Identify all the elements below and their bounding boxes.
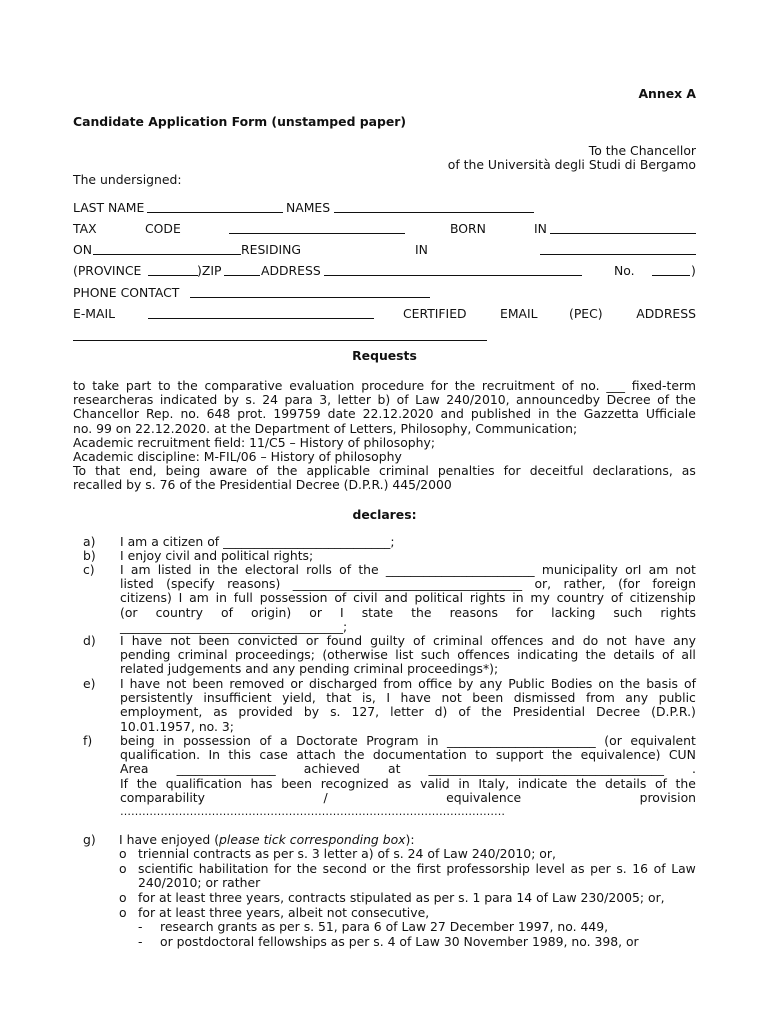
tax-label: TAX [73,221,97,236]
item-label: c) [83,562,95,577]
item-label: e) [83,676,96,691]
addressee-line-1: To the Chancellor [588,143,696,158]
number-field[interactable] [652,275,690,276]
email-pec-label: EMAIL [500,306,538,321]
last-name-label: LAST NAME [73,200,145,215]
item-label: f) [83,733,93,748]
declares-heading: declares: [352,507,417,522]
item-line: I am a citizen of ___________________________; [120,534,395,549]
province-field[interactable] [148,275,198,276]
item-line: I enjoy civil and political rights; [120,548,314,563]
item-g-intro: I have enjoyed (please tick corresponding box): [119,832,415,847]
item-line: citizens) I am in full possession of civil and political rights in my country of citizenship [120,590,696,606]
requests-line: recalled by s. 76 of the Presidential Decree (D.P.R.) 445/2000 [73,477,452,493]
bullet-marker: o [119,861,127,876]
close-paren: ) [691,263,696,278]
birth-date-field[interactable] [93,254,241,255]
zip-label: )ZIP [197,263,222,278]
names-label: NAMES [286,200,331,215]
addressee-line-2: of the Università degli Studi di Bergamo [447,157,696,172]
last-name-field[interactable] [147,212,283,213]
residing-label: RESIDING [241,242,302,257]
item-line: (or country of origin) or I state the reasons for lacking such rights [120,604,696,620]
number-label: No. [614,263,635,278]
email-label: E-MAIL [73,306,116,321]
names-field[interactable] [334,212,534,213]
phone-label: PHONE CONTACT [73,285,180,300]
bullet-marker: o [119,890,127,905]
email-field[interactable] [148,318,374,319]
item-line: I am listed in the electoral rolls of the ________________________ municipality orI am not [120,562,696,577]
province-label: (PROVINCE [73,263,142,278]
bullet-marker: o [119,846,127,861]
item-line: being in possession of a Doctorate Program in ________________________ (or equivalent [120,733,696,748]
item-line: I have not been removed or discharged from office by any Public Bodies on the basis of [120,676,696,691]
zip-field[interactable] [224,275,260,276]
requests-line: to take part to the comparative evaluation procedure for the recruitment of no. ___ fixed-term [73,378,696,393]
requests-body [73,379,696,493]
pec-address-field[interactable] [73,340,487,341]
requests-line: Academic discipline: M-FIL/06 – History of philosophy [73,449,402,465]
document-page: Annex A Candidate Application Form (unstamped paper) To the Chancellor of the Università degli Studi di Bergamo The undersigned: LAST NAME NAMES TAX CODE BORN IN ON RESIDING IN (PROVINCE )ZIP ADDRESS No. ) PHONE CONTACT E-MAIL CERTIFIED EMAIL (PEC) ADDRESS Requests to take part to the comparative evaluation procedure for the recruitment of no. ___ fixed-term researcheras indicated by s. 24 para 3, letter b) of Law 240/2010, announcedby Decree of the Chancellor Rep. no. 648 prot. 199759 date 22.12.2020 and published in the Gazzetta Ufficiale no. 99 on 22.12.2020. at the Department of Letters, Philosophy, Communication; Academic recruitment field: 11/C5 – History of philosophy; Academic discipline: M-FIL/06 – History of philosophy To that end, being aware of the applicable criminal penalties for deceitful declarations, as recalled by s. 76 of the Presidential Decree (D.P.R.) 445/2000 declares: a) I am a citizen of ___________________________; b) I enjoy civil and political rights; c) I am listed in the electoral rolls of the ________________________ municipality orI am not listed (specify reasons) _____________________________________ or, rather, (for foreign citizens) I am in full possession of civil and political rights in my country of citizenship (or country of origin) or I state the reasons for lacking such rights ____________________________________; d) I have not been convicted or found guilty of criminal offences and do not have any pending criminal proceedings; (otherwise list such offences indicating the details of all related judgements and any pending criminal proceedings*); e) I have not been removed or discharged from office by any Public Bodies on the basis of persistently insufficient yield, that is, I have not been dismissed from any public employment, as provided by s. 127, letter d) of the Presidential Decree (D.P.R.) 10.01.1957, no. 3; f) being in possession of a Doctorate Program in ________________________ (or equivalent qualification. In this case attach the documentation to support the equivalence) CUN Area ________________ achieved at ______________________________________ . If the qualification has been recognized as valid in Italy, indicate the details of the comparability / equivalence provision …………………………………………………………………………………………… g) I have enjoyed (please tick corresponding box): o triennial contracts as per s. 3 letter a) of s. 24 of Law 240/2010; or, o scientific habilitation for the second or the first professorship level as per s. 16 of Law 240/2010; or rather o for at least three years, contracts stipulated as per s. 1 para 14 of Law 230/2005; or, o for at least three years, albeit not consecutive, - research grants as per s. 51, para 6 of Law 27 December 1997, no. 449, - or postdoctoral fellowships as per s. 4 of Law 30 November 1989, no. 398, or [73,86,696,949]
phone-field[interactable] [190,297,430,298]
item-label: d) [83,633,96,648]
on-label: ON [73,242,93,257]
item-line: qualification. In this case attach the documentation to support the equivalence) CUN [120,747,696,763]
item-line: ____________________________________; [120,618,348,634]
item-label: b) [83,548,96,563]
item-line: employment, as provided by s. 127, letter d) of the Presidential Decree (D.P.R.) [120,704,696,720]
address-label: ADDRESS [261,263,321,278]
birthplace-field[interactable] [550,233,696,234]
residence-field[interactable] [540,254,696,255]
item-line: comparability / equivalence provision [120,789,696,805]
requests-line: To that end, being aware of the applicable criminal penalties for deceitful declarations, as [73,463,696,479]
born-label: BORN [450,221,486,236]
pec-label: (PEC) [569,306,603,321]
undersigned-label: The undersigned: [73,172,182,187]
born-in-label: IN [534,221,547,236]
item-line: …………………………………………………………………………………………… [120,805,505,819]
item-line: related judgements and any pending criminal proceedings*); [120,661,499,677]
item-line: persistently insufficient yield, that is, I have not been dismissed from any public [120,690,696,706]
requests-line: no. 99 on 22.12.2020. at the Department of Letters, Philosophy, Communication; [73,420,578,436]
form-title: Candidate Application Form (unstamped paper) [73,114,407,129]
item-line: 10.01.1957, no. 3; [120,718,234,734]
item-label: a) [83,534,96,549]
requests-line: Academic recruitment field: 11/C5 – History of philosophy; [73,434,436,450]
requests-line: researcheras indicated by s. 24 para 3, letter b) of Law 240/2010, announcedby Decree of the [73,392,696,408]
item-line: I have not been convicted or found guilty of criminal offences and do not have any [120,633,696,648]
bullet-marker: o [119,905,127,920]
item-line: pending criminal proceedings; (otherwise list such offences indicating the details of all [120,647,696,663]
item-line: listed (specify reasons) _____________________________________ or, rather, (for foreign [120,576,696,592]
residing-in-label: IN [415,242,428,257]
address-field[interactable] [324,275,582,276]
certified-label: CERTIFIED [403,306,467,321]
requests-line: Chancellor Rep. no. 648 prot. 199759 date 22.12.2020 and published in the Gazzetta Ufficiale [73,406,696,422]
item-line: If the qualification has been recognized as valid in Italy, indicate the details of the [120,775,696,791]
item-label: g) [83,832,96,847]
annex-label: Annex A [638,86,696,101]
code-label: CODE [145,221,181,236]
pec-address-label: ADDRESS [636,306,696,321]
dash-marker: - [138,919,143,934]
requests-heading: Requests [352,348,417,363]
item-line: Area ________________ achieved at ______________________________________ . [120,761,696,777]
dash-marker: - [138,934,143,949]
tax-code-field[interactable] [229,233,405,234]
